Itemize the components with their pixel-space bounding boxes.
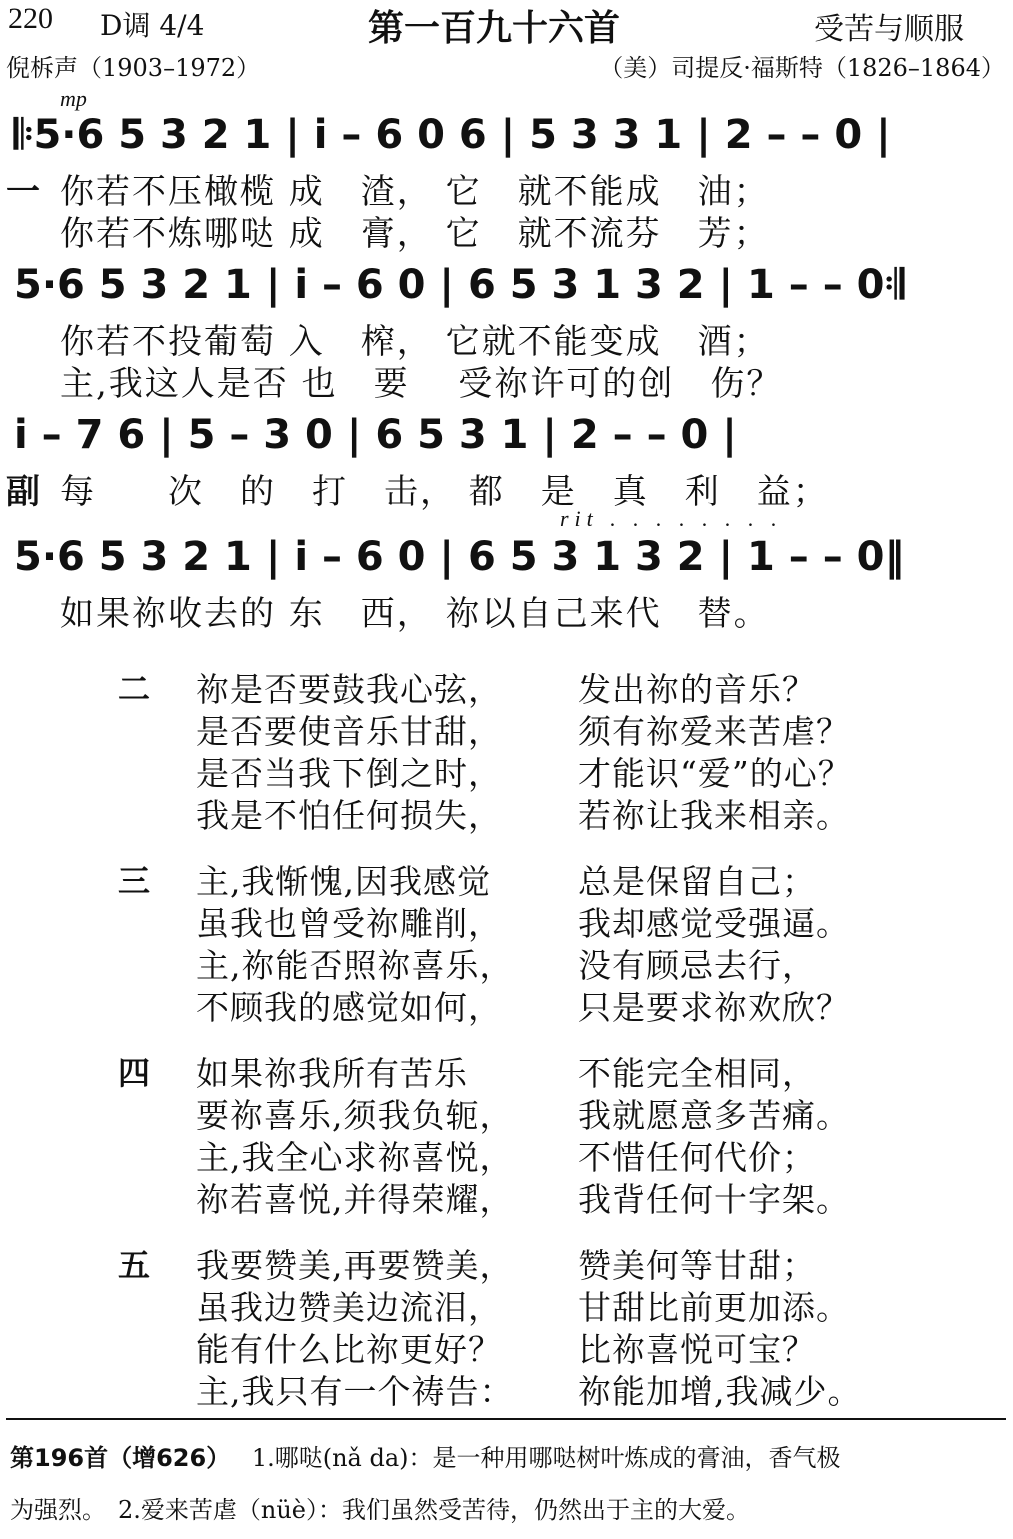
dynamic-mark: mp: [60, 86, 87, 111]
lyric-line-5: 每 次 的 打 击， 都 是 真 利 益；: [60, 472, 829, 512]
verse-line: 赞美何等甘甜；: [578, 1246, 816, 1285]
hymn-number: 220: [8, 2, 53, 35]
verse-5-number: 五: [118, 1246, 151, 1284]
score-line-3: i – 7 6 | 5 – 3 0 | 6 5 3 1 | 2 – – 0 |: [14, 412, 737, 458]
verse-line: 祢能加增,我减少。: [578, 1372, 862, 1411]
verse-line: 不惜任何代价；: [578, 1138, 816, 1177]
verse-4-number: 四: [118, 1054, 151, 1092]
verse-line: 我要赞美,再要赞美，: [196, 1246, 514, 1285]
verse-line: 我却感觉受强逼。: [578, 904, 850, 943]
verse-line: 发出祢的音乐？: [578, 670, 816, 709]
verse-line: 主,祢能否照祢喜乐，: [196, 946, 514, 985]
verse-line: 是否要使音乐甘甜，: [196, 712, 502, 751]
verse-line: 虽我也曾受祢雕削，: [196, 904, 502, 943]
key-signature: D调 4/4: [100, 9, 205, 42]
footnote-text-2: 为强烈。 2.爱来苦虐（nüè）：我们虽然受苦待，仍然出于主的大爱。: [10, 1496, 751, 1524]
verse-line: 祢是否要鼓我心弦，: [196, 670, 502, 709]
chorus-label: 副: [6, 472, 42, 512]
verse-line: 虽我边赞美边流泪，: [196, 1288, 502, 1327]
verse-line: 主,我只有一个祷告：: [196, 1372, 514, 1411]
category-label: 受苦与顺服: [814, 12, 964, 47]
footnote-text-1: 1.哪哒(nǎ da)：是一种用哪哒树叶炼成的膏油，香气极: [251, 1444, 841, 1472]
score-line-4: 5·6 5 3 2 1 | i – 6 0 | 6 5 3 1 3 2 | 1 – – 0‖: [14, 534, 905, 580]
score-line-2: 5·6 5 3 2 1 | i – 6 0 | 6 5 3 1 3 2 | 1 – – 0𝄇: [14, 262, 904, 308]
lyric-line-2: 你若不炼哪哒 成 膏， 它 就不流芬 芳；: [60, 214, 770, 254]
verse-line: 才能识“爱”的心？: [578, 754, 852, 793]
verse-2-number: 二: [118, 670, 151, 708]
verse-line: 只是要求祢欢欣？: [578, 988, 850, 1027]
verse-line: 须有祢爱来苦虐？: [578, 712, 850, 751]
lyric-line-1: 你若不压橄榄 成 渣， 它 就不能成 油；: [60, 172, 770, 212]
verse-line: 不顾我的感觉如何，: [196, 988, 502, 1027]
verse-line: 若祢让我来相亲。: [578, 796, 850, 835]
verse-line: 总是保留自己；: [578, 862, 816, 901]
translator-credit: 倪柝声（1903–1972）: [6, 54, 261, 82]
verse-line: 没有顾忌去行，: [578, 946, 816, 985]
rit-mark: rit . . . . . . . .: [560, 506, 783, 531]
verse-line: 甘甜比前更加添。: [578, 1288, 850, 1327]
verse-line: 我就愿意多苦痛。: [578, 1096, 850, 1135]
verse-line: 不能完全相同，: [578, 1054, 816, 1093]
verse-line: 如果祢我所有苦乐: [196, 1054, 468, 1093]
page-title: 第一百九十六首: [368, 8, 621, 49]
verse-line: 能有什么比祢更好？: [196, 1330, 502, 1369]
verse-line: 主,我惭愧,因我感觉: [196, 862, 491, 901]
verse-line: 我背任何十字架。: [578, 1180, 850, 1219]
verse-line: 是否当我下倒之时，: [196, 754, 502, 793]
footnote-line-1: [10, 1438, 841, 1473]
verse-line: 主,我全心求祢喜悦，: [196, 1138, 514, 1177]
footnote-ref: 第196首（增626）: [10, 1444, 231, 1472]
verse-line: 要祢喜乐,须我负轭，: [196, 1096, 514, 1135]
lyric-line-4: 主,我这人是否 也 要 受祢许可的创 伤？: [60, 364, 783, 404]
footnote-divider: [6, 1418, 1006, 1420]
lyric-line-3: 你若不投葡萄 入 榨， 它就不能变成 酒；: [60, 322, 770, 362]
score-line-1: 𝄆5·6 5 3 2 1 | i – 6 0 6 | 5 3 3 1 | 2 – – 0 |: [14, 112, 891, 158]
lyric-line-6: 如果祢收去的 东 西， 祢以自己来代 替。: [60, 594, 770, 634]
verse-3-number: 三: [118, 862, 151, 900]
verse-line: 我是不怕任何损失，: [196, 796, 502, 835]
verse-line: 祢若喜悦,并得荣耀，: [196, 1180, 514, 1219]
verse-line: 比祢喜悦可宝？: [578, 1330, 816, 1369]
verse-1-label: 一: [6, 172, 42, 212]
composer-credit: （美）司提反·福斯特（1826–1864）: [599, 54, 1005, 82]
